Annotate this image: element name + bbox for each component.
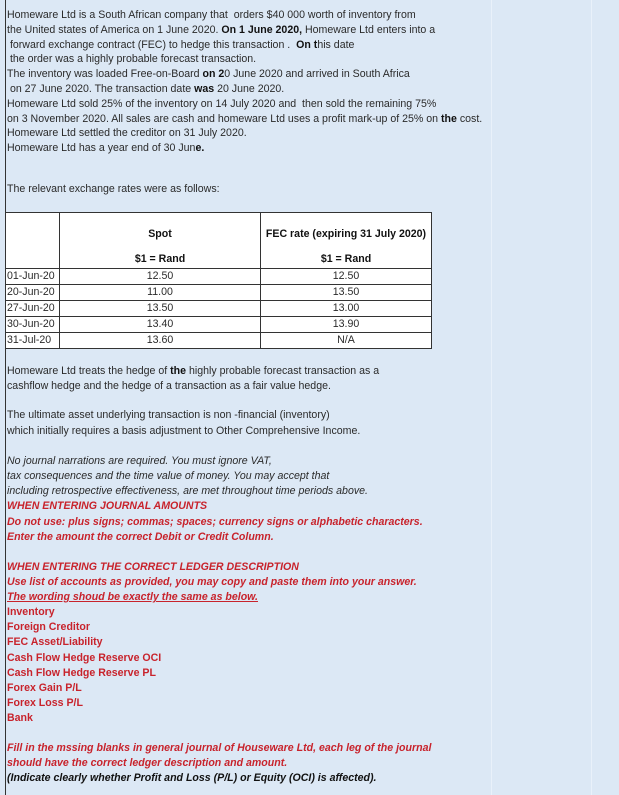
table-row	[6, 317, 432, 333]
gridline	[491, 0, 492, 795]
text: the United states of America on 1 June 2020.	[7, 23, 222, 36]
text-bold: On t	[296, 38, 318, 51]
text: Homeware Ltd has a year end of 30 Jun	[7, 142, 196, 155]
intro-line	[7, 97, 436, 112]
intro-line	[7, 23, 435, 38]
intro-line	[7, 112, 482, 127]
gridline	[591, 0, 592, 795]
date-cell: 01-Jun-20	[6, 269, 60, 285]
spot-cell: 12.50	[60, 269, 261, 285]
text: the order was a highly probable forecast transaction.	[7, 53, 257, 66]
ledger-heading: WHEN ENTERING THE CORRECT LEDGER DESCRIPTION	[7, 561, 299, 573]
fec-cell: 12.50	[261, 269, 432, 285]
task-line-1: Fill in the mssing blanks in general journal of Houseware Ltd, each leg of the journal	[7, 742, 432, 754]
date-cell: 20-Jun-20	[6, 285, 60, 301]
header-empty-cell	[6, 213, 60, 269]
intro-line	[7, 38, 354, 53]
spot-cell: 13.50	[60, 301, 261, 317]
note-line-2: tax consequences and the time value of money. You may accept that	[7, 470, 330, 482]
account-item: Inventory	[7, 606, 55, 618]
text-bold: on 2	[202, 68, 225, 81]
table-row	[6, 333, 432, 349]
text: highly probable forecast transaction as a	[186, 365, 380, 377]
intro-line	[7, 52, 256, 67]
amounts-heading: WHEN ENTERING JOURNAL AMOUNTS	[7, 500, 208, 512]
intro-line	[7, 126, 247, 141]
text: forward exchange contract (FEC) to hedge this transaction .	[7, 38, 297, 51]
table-row	[6, 301, 432, 317]
text-bold: was	[194, 83, 215, 95]
spot-title: Spot	[148, 228, 172, 240]
date-cell: 27-Jun-20	[6, 301, 60, 317]
text: Homeware Ltd settled the creditor on 31 July 2020.	[7, 127, 247, 140]
account-item: Foreign Creditor	[7, 621, 90, 634]
account-item: Cash Flow Hedge Reserve PL	[7, 666, 156, 679]
note-line-1: No journal narrations are required. You must ignore VAT,	[7, 455, 272, 467]
sheet-left-border	[5, 0, 6, 795]
rates-intro: The relevant exchange rates were as follows:	[7, 183, 220, 195]
text: 20 June 2020.	[214, 83, 285, 95]
ledger-instruction: Use list of accounts as provided, you may copy and paste them into your answer.	[7, 576, 417, 588]
text-bold: On 1 June 2020,	[221, 23, 303, 36]
text: on 3 November 2020. All sales are cash and homeware Ltd uses a profit mark-up of 25% on	[7, 112, 441, 125]
fec-unit: $1 = Rand	[320, 253, 372, 265]
text-bold: the	[441, 112, 457, 125]
spot-unit: $1 = Rand	[134, 253, 186, 265]
text: 0 June 2020 and arrived in South Africa	[224, 68, 410, 81]
table-header-row	[6, 213, 432, 269]
intro-line	[7, 141, 204, 156]
hedge-paragraph-line-2: cashflow hedge and the hedge of a transaction as a fair value hedge.	[7, 380, 331, 392]
text: Homeware Ltd sold 25% of the inventory on 14 July 2020 and then sold the remaining 75%	[7, 97, 437, 110]
account-item: Bank	[7, 712, 33, 725]
text: Homeware Ltd treats the hedge of	[7, 365, 171, 377]
date-cell: 30-Jun-20	[6, 317, 60, 333]
text: Homeware Ltd is a South African company that orders $40 000 worth of inventory from	[7, 9, 416, 21]
fec-cell: N/A	[261, 333, 432, 349]
asset-paragraph-line-2: which initially requires a basis adjustment to Other Comprehensive Income.	[7, 425, 361, 437]
text: Homeware Ltd enters into a	[302, 23, 436, 36]
amounts-rule-1: Do not use: plus signs; commas; spaces; currency signs or alphabetic characters.	[7, 516, 423, 528]
spot-cell: 11.00	[60, 285, 261, 301]
header-spot	[60, 213, 261, 269]
fec-cell: 13.90	[261, 317, 432, 333]
intro-line	[7, 67, 410, 82]
fec-cell: 13.50	[261, 285, 432, 301]
hedge-paragraph-line-1	[7, 364, 379, 379]
intro-line	[7, 82, 284, 97]
amounts-rule-2: Enter the amount the correct Debit or Credit Column.	[7, 531, 274, 543]
exchange-rates-table	[5, 212, 432, 349]
text: cost.	[456, 112, 483, 125]
text: his date	[317, 38, 355, 51]
header-fec	[261, 213, 432, 269]
text-bold: e.	[195, 142, 205, 155]
table-row	[6, 285, 432, 301]
text-bold: the	[170, 365, 187, 377]
note-line-3: including retrospective effectiveness, are met throughout time periods above.	[7, 485, 368, 497]
task-line-2: should have the correct ledger description and amount.	[7, 757, 288, 769]
asset-paragraph-line-1: The ultimate asset underlying transaction is non -financial (inventory)	[7, 409, 330, 421]
date-cell: 31-Jul-20	[6, 333, 60, 349]
spot-cell: 13.60	[60, 333, 261, 349]
account-item: Forex Loss P/L	[7, 697, 83, 710]
ledger-wording-note: The wording shoud be exactly the same as below.	[7, 591, 258, 603]
account-item: FEC Asset/Liability	[7, 636, 103, 649]
account-item: Cash Flow Hedge Reserve OCI	[7, 651, 162, 664]
spot-cell: 13.40	[60, 317, 261, 333]
table-row	[6, 269, 432, 285]
text: on 27 June 2020. The transaction date	[7, 83, 195, 95]
account-item: Forex Gain P/L	[7, 682, 82, 694]
fec-title: FEC rate (expiring 31 July 2020)	[265, 228, 427, 240]
task-line-3: (Indicate clearly whether Profit and Loss (P/L) or Equity (OCI) is affected).	[7, 772, 377, 784]
text: The inventory was loaded Free-on-Board	[7, 68, 203, 81]
intro-line	[7, 8, 416, 23]
fec-cell: 13.00	[261, 301, 432, 317]
